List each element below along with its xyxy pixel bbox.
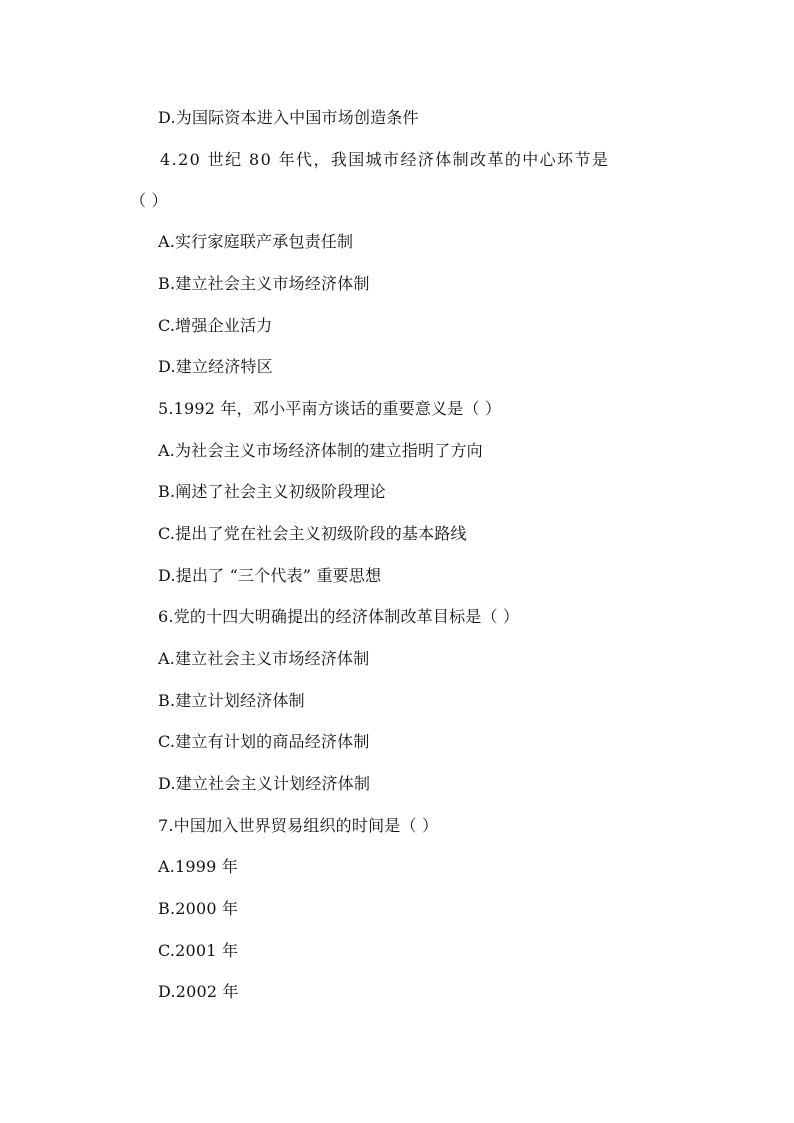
q5-option-a: A.为社会主义市场经济体制的建立指明了方向	[158, 441, 483, 460]
q5-option-c: C.提出了党在社会主义初级阶段的基本路线	[158, 524, 467, 543]
q6-option-c: C.建立有计划的商品经济体制	[158, 732, 370, 751]
q5-option-d: D.提出了 “三个代表” 重要思想	[158, 566, 382, 585]
q7-option-b: B.2000 年	[158, 899, 239, 918]
q7-option-c: C.2001 年	[158, 941, 239, 960]
q7-option-a: A.1999 年	[158, 857, 239, 876]
q4-option-a: A.实行家庭联产承包责任制	[158, 232, 354, 251]
q4-option-c: C.增强企业活力	[158, 316, 273, 335]
q6-question: 6.党的十四大明确提出的经济体制改革目标是（ ）	[158, 607, 520, 626]
q5-option-b: B.阐述了社会主义初级阶段理论	[158, 482, 386, 501]
q4-question: 4.20 世纪 80 年代，我国城市经济体制改革的中心环节是	[160, 150, 610, 169]
q4-option-d: D.建立经济特区	[158, 357, 273, 376]
q4-question-blank: （ ）	[130, 191, 168, 210]
q6-option-d: D.建立社会主义计划经济体制	[158, 774, 371, 793]
q6-option-b: B.建立计划经济体制	[158, 691, 305, 710]
q3-option-d: D.为国际资本进入中国市场创造条件	[158, 108, 419, 127]
q7-option-d: D.2002 年	[158, 982, 239, 1001]
q7-question: 7.中国加入世界贸易组织的时间是（ ）	[158, 816, 439, 835]
q5-question: 5.1992 年，邓小平南方谈话的重要意义是（ ）	[158, 399, 502, 418]
q6-option-a: A.建立社会主义市场经济体制	[158, 649, 370, 668]
q4-option-b: B.建立社会主义市场经济体制	[158, 274, 370, 293]
